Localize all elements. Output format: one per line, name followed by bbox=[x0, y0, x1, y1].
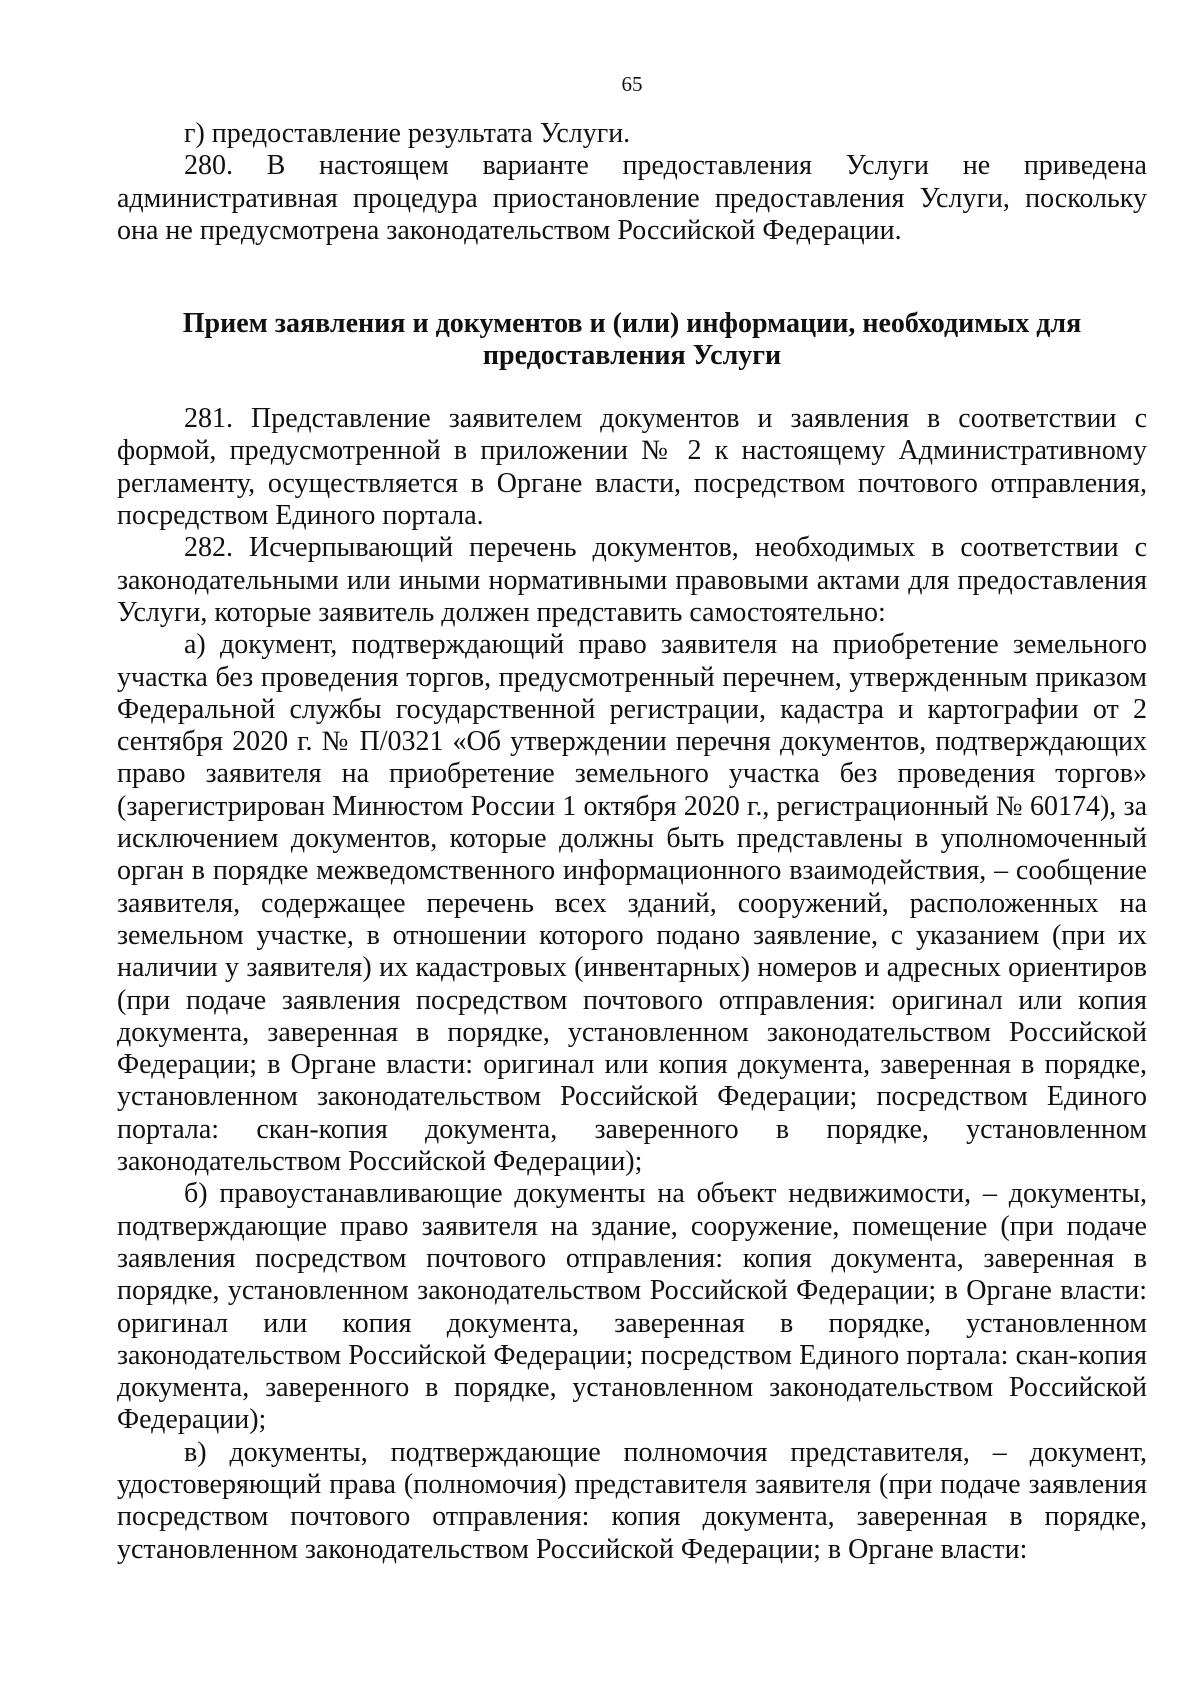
page-number: 65 bbox=[621, 72, 643, 96]
paragraph-item-v: в) документы, подтверждающие полномочия представителя, – документ, удостоверяющий права (полномочия) представителя заявителя (при подаче заявления посредством почтового отправления: копия документа, заверенная в порядке, установленном законодательством Российской Федерации; в Органе власти: bbox=[117, 1436, 1147, 1565]
section-heading bbox=[117, 308, 1147, 372]
paragraph-item-g: г) предоставление результата Услуги. bbox=[184, 118, 631, 149]
paragraph-281: 281. Представление заявителем документов и заявления в соответствии с формой, предусмотренной в приложении № 2 к настоящему Административному регламенту, осуществляется в Органе власти, посредством почтового отправления, посредством Единого портала. bbox=[117, 403, 1147, 532]
section-heading-line-2: предоставления Услуги bbox=[482, 340, 782, 372]
paragraph-item-b: б) правоустанавливающие документы на объект недвижимости, – документы, подтверждающие право заявителя на здание, сооружение, помещение (при подаче заявления посредством почтового отправления: копия документа, заверенная в порядке, установленном законодательством Российской Федерации; в Органе власти: оригинал или копия документа, заверенная в порядке, установленном законодательством Российской Федерации; посредством Единого портала: скан-копия документа, заверенного в порядке, установленном законодательством Российской Федерации); bbox=[117, 1178, 1147, 1436]
paragraph-280: 280. В настоящем варианте предоставления Услуги не приведена административная процедура приостановление предоставления Услуги, поскольку она не предусмотрена законодательством Российской Федерации. bbox=[117, 150, 1147, 246]
section-heading-line-1: Прием заявления и документов и (или) информации, необходимых для bbox=[182, 308, 1082, 340]
paragraph-item-a: а) документ, подтверждающий право заявителя на приобретение земельного участка без проведения торгов, предусмотренный перечнем, утвержденным приказом Федеральной службы государственной регистрации, кадастра и картографии от 2 сентября 2020 г. № П/0321 «Об утверждении перечня документов, подтверждающих право заявителя на приобретение земельного участка без проведения торгов» (зарегистрирован Минюстом России 1 октября 2020 г., регистрационный № 60174), за исключением документов, которые должны быть представлены в уполномоченный орган в порядке межведомственного информационного взаимодействия, – сообщение заявителя, содержащее перечень всех зданий, сооружений, расположенных на земельном участке, в отношении которого подано заявление, с указанием (при их наличии у заявителя) их кадастровых (инвентарных) номеров и адресных ориентиров (при подаче заявления посредством почтового отправления: оригинал или копия документа, заверенная в порядке, установленном законодательством Российской Федерации; в Органе власти: оригинал или копия документа, заверенная в порядке, установленном законодательством Российской Федерации; посредством Единого портала: скан-копия документа, заверенного в порядке, установленном законодательством Российской Федерации); bbox=[117, 629, 1147, 1178]
document-body bbox=[117, 118, 1147, 1566]
paragraph-282: 282. Исчерпывающий перечень документов, необходимых в соответствии с законодательными или иными нормативными правовыми актами для предоставления Услуги, которые заявитель должен представить самостоятельно: bbox=[117, 532, 1147, 628]
